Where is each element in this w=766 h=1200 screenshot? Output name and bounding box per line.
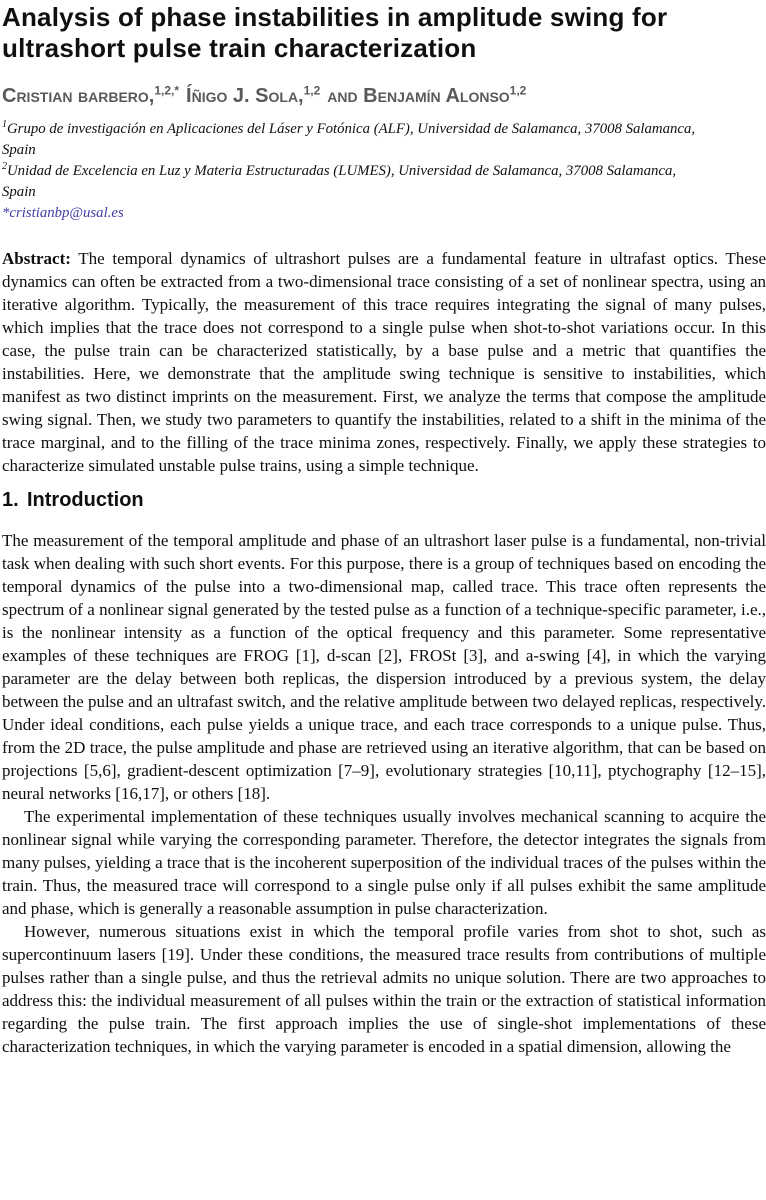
author-1-name: Cristian barbero,	[2, 85, 155, 107]
author-3-name: and Benjamín Alonso	[327, 85, 510, 107]
author-3	[327, 85, 526, 107]
affiliation-1	[2, 119, 766, 161]
section-number: 1.	[2, 489, 19, 511]
affiliation-2-text-cont: Spain	[2, 184, 36, 200]
author-3-affiliation-marker: 1,2	[509, 83, 527, 98]
abstract-label: Abstract:	[2, 249, 71, 268]
paper-title: Analysis of phase instabilities in amplitude swing for ultrashort pulse train characterization	[2, 2, 668, 63]
affiliation-1-text: Grupo de investigación en Aplicaciones del Láser y Fotónica (ALF), Universidad de Salamanca, 37008 Salamanca,	[7, 121, 696, 137]
abstract-text: The temporal dynamics of ultrashort pulses are a fundamental feature in ultrafast optics. These dynamics can often be extracted from a two-dimensional trace consisting of a set of nonlinear spectra, using an iterative algorithm. Typically, the measurement of this trace requires integrating the signal of many pulses, which implies that the trace does not correspond to a single pulse when shot-to-shot variations occur. In this case, the pulse train can be characterized statistically, by a base pulse and a metric that quantifies the instabilities. Here, we demonstrate that the amplitude swing technique is sensitive to instabilities, which manifest as two distinct imprints on the measurement. First, we analyze the terms that compose the amplitude swing signal. Then, we study two parameters to quantify the instabilities, related to a shift in the minima of the trace marginal, and to the filling of the trace minima zones, respectively. Finally, we apply these strategies to characterize simulated unstable pulse trains, using a simple technique.	[2, 249, 766, 475]
section-heading-introduction	[2, 488, 766, 512]
section-title: Introduction	[27, 489, 144, 511]
body-paragraph-3: However, numerous situations exist in which the temporal profile varies from shot to shot, such as supercontinuum lasers [19]. Under these conditions, the measured trace results from contributions of multiple pulses rather than a single pulse, and thus the retrieval admits no unique solution. There are two approaches to address this: the individual measurement of all pulses within the train or the extraction of statistical information regarding the pulse train. The first approach implies the use of single-shot implementations of these characterization techniques, in which the varying parameter is encoded in a spatial dimension, allowing the	[2, 922, 766, 1056]
author-line	[2, 85, 766, 108]
affiliation-2-text: Unidad de Excelencia en Luz y Materia Estructuradas (LUMES), Universidad de Salamanca, 37008 Salamanca,	[7, 163, 677, 179]
affiliation-1-text-cont: Spain	[2, 142, 36, 158]
body-paragraph-1: The measurement of the temporal amplitude and phase of an ultrashort laser pulse is a fundamental, non-trivial task when dealing with such short events. For this purpose, there is a group of techniques based on encoding the temporal dynamics of the pulse into a two-dimensional map, called trace. This trace often represents the spectrum of a nonlinear signal generated by the tested pulse as a function of a technique-specific parameter, i.e., is the nonlinear intensity as a function of the optical frequency and this parameter. Some representative examples of these techniques are FROG [1], d-scan [2], FROSt [3], and a-swing [4], in which the varying parameter are the delay between both replicas, the dispersion introduced by a previous system, the delay between the pulse and an ultrafast switch, and the relative amplitude between two delayed replicas, respectively. Under ideal conditions, each pulse yields a unique trace, and each trace corresponds to a unique pulse. Thus, from the 2D trace, the pulse amplitude and phase are retrieved using an iterative algorithm, that can be based on projections [5,6], gradient-descent optimization [7–9], evolutionary strategies [10,11], ptychography [12–15], neural networks [16,17], or others [18].	[2, 531, 766, 803]
affiliation-1-marker: 1	[2, 119, 7, 131]
affiliation-2	[2, 161, 766, 203]
body-paragraph-2: The experimental implementation of these techniques usually involves mechanical scanning to acquire the nonlinear signal while varying the corresponding parameter. Therefore, the detector integrates the signals from many pulses, yielding a trace that is the incoherent superposition of the individual traces of the pulses within the train. Thus, the measured trace will correspond to a single pulse only if all pulses exhibit the same amplitude and phase, which is generally a reasonable assumption in pulse characterization.	[2, 807, 766, 918]
author-2-affiliation-marker: 1,2	[303, 83, 321, 98]
author-2	[186, 85, 320, 107]
affiliation-2-marker: 2	[2, 161, 7, 173]
author-1	[2, 85, 179, 107]
corresponding-author-email-link[interactable]: *cristianbp@usal.es	[2, 205, 124, 221]
author-2-name: Íñigo J. Sola,	[186, 85, 304, 107]
author-1-affiliation-marker: 1,2,*	[154, 83, 180, 98]
affiliations-block	[2, 119, 766, 224]
abstract	[2, 247, 766, 477]
